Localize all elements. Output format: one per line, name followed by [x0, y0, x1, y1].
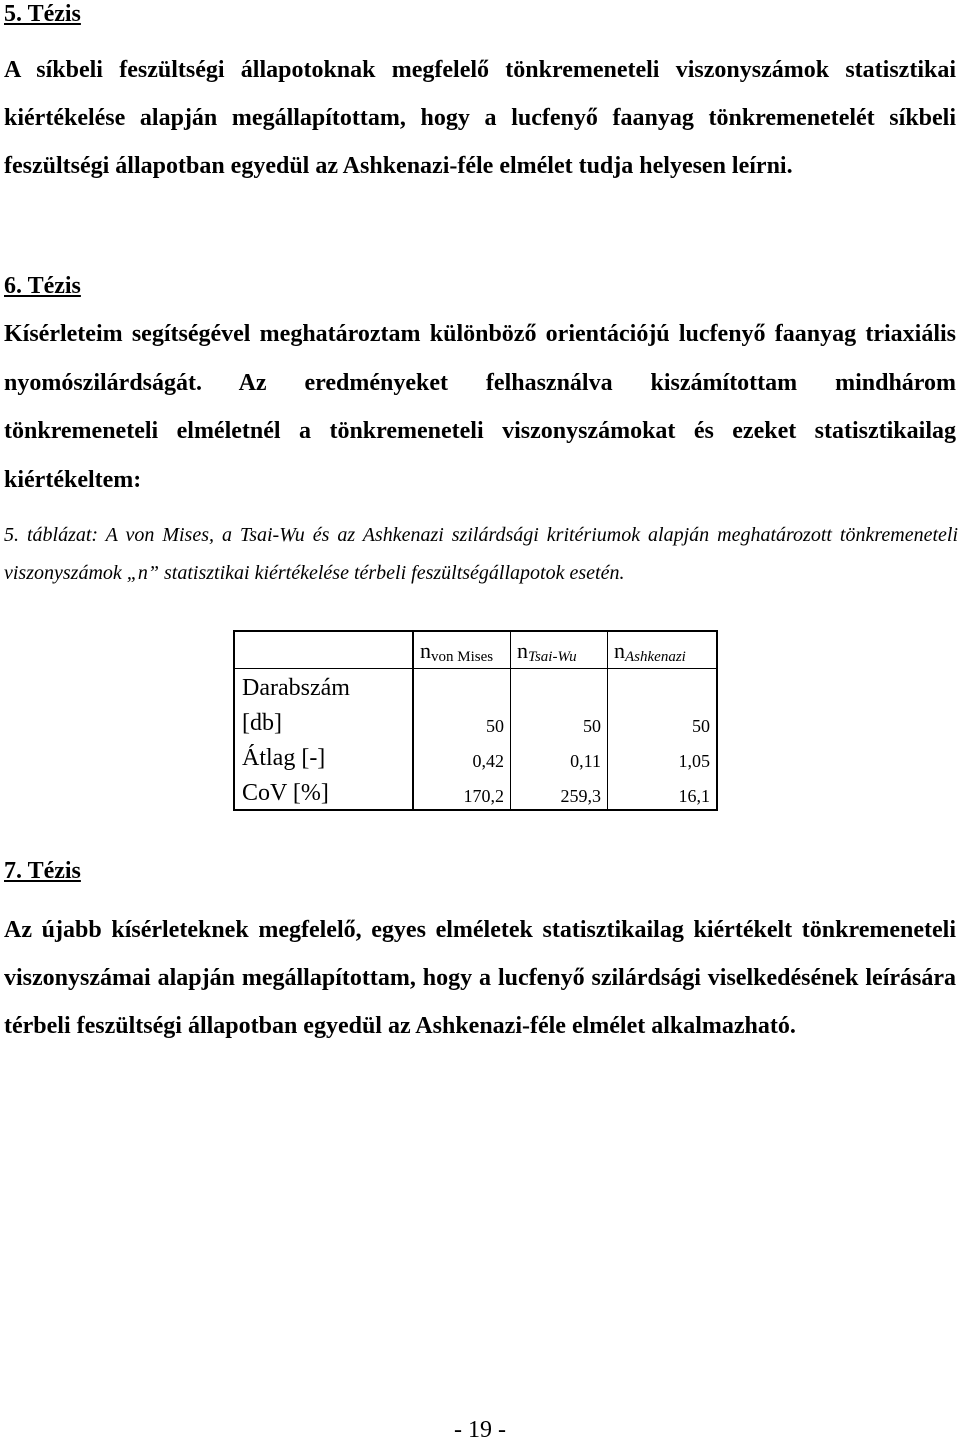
table-caption: 5. táblázat: A von Mises, a Tsai-Wu és az Ashkenazi szilárdsági kritériumok alapján meghatározott tönkremeneteli viszonyszámok „n” statisztikai kiértékelése térbeli feszültségállapotok esetén. [4, 524, 958, 584]
section-7-text: Az újabb kísérleteknek megfelelő, egyes elméletek statisztikailag kiértékelt tönkremeneteli viszonyszámai alapján megállapítottam, hogy a lucfenyő szilárdsági viselkedésének leírására térbeli feszültségi állapotban egyedül az Ashkenazi-féle elmélet alkalmazható. [4, 917, 956, 1039]
cell-ashkenazi [608, 669, 718, 705]
table-row [234, 669, 717, 705]
row-label: CoV [%] [234, 774, 413, 810]
table-row [234, 774, 717, 810]
row-label: Átlag [-] [234, 739, 413, 774]
section-5-text: A síkbeli feszültségi állapotoknak megfelelő tönkremeneteli viszonyszámok statisztikai kiértékelése alapján megállapítottam, hogy a lucfenyő faanyag tönkremenetelét síkbeli feszültségi állapotban egyedül az Ashkenazi-féle elmélet tudja helyesen leírni. [4, 57, 956, 179]
table-header-row [234, 631, 717, 669]
cell-von-mises [413, 669, 511, 705]
header-tsai-wu: $n_{Tsai-Wu}$ [511, 631, 608, 669]
cell-tsai-wu: 50 [511, 704, 608, 739]
table-row [234, 704, 717, 739]
header-von-mises: $n_{von Mises}$ [413, 631, 511, 669]
cell-von-mises: 170,2 [413, 774, 511, 810]
header-empty-cell [234, 631, 413, 669]
section-6-title: 6. Tézis [4, 273, 81, 299]
cell-ashkenazi: 50 [692, 716, 710, 736]
cell-von-mises: 0,42 [413, 739, 511, 774]
cell-ashkenazi: 16,1 [678, 786, 710, 806]
cell-ashkenazi: 1,05 [678, 751, 710, 771]
page-number: - 19 - [454, 1417, 506, 1443]
row-label: [db] [234, 704, 413, 739]
stats-table [233, 630, 718, 811]
cell-tsai-wu [511, 669, 608, 705]
section-7-title: 7. Tézis [4, 858, 81, 884]
row-label: Darabszám [234, 669, 413, 705]
section-5-title: 5. Tézis [4, 1, 81, 27]
section-6-text: Kísérleteim segítségével meghatároztam különböző orientációjú lucfenyő faanyag triaxiális nyomószilárdságát. Az eredményeket felhasználva kiszámítottam mindhárom tönkremeneteli elméletnél a tönkremeneteli viszonyszámokat és ezeket statisztikailag kiértékeltem: [4, 321, 956, 493]
cell-tsai-wu: 0,11 [511, 739, 608, 774]
cell-von-mises: 50 [413, 704, 511, 739]
cell-tsai-wu: 259,3 [511, 774, 608, 810]
table-row [234, 739, 717, 774]
header-ashkenazi: $n_{Ashkenazi}$ [608, 631, 718, 669]
